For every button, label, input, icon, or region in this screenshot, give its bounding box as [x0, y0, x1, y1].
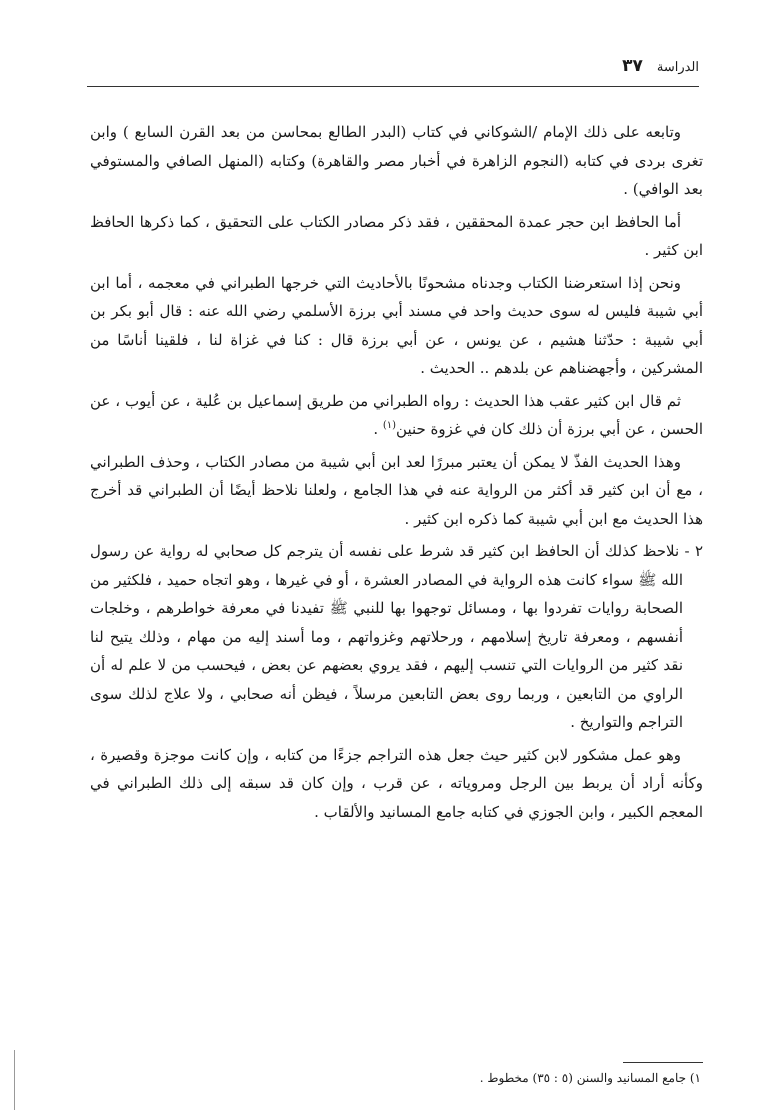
margin-mark [14, 1050, 17, 1110]
paragraph-7: وهو عمل مشكور لابن كثير حيث جعل هذه التراجم جزءًا من كتابه ، وإن كانت موجزة وقصيرة ، وكأنه أراد أن يربط بين الرجل ومروياته ، عن قرب ، وإن كان قد سبقه إلى ذلك الطبراني في المعجم الكبير ، وابن الجوزي في كتابه جامع المسانيد والألقاب . [90, 745, 703, 821]
header-row [622, 56, 699, 76]
footnote-rule [623, 1062, 703, 1063]
paragraph-4-text: ثم قال ابن كثير عقب هذا الحديث : رواه الطبراني من طريق إسماعيل بن عُلية ، عن أيوب ، عن الحسن ، عن أبي برزة أن ذلك كان في غزوة حنين [90, 391, 703, 438]
paragraph-4-end: . [373, 420, 383, 438]
paragraph-3: ونحن إذا استعرضنا الكتاب وجدناه مشحونًا بالأحاديث التي خرجها الطبراني في معجمه ، أما ابن أبي شيبة فليس له سوى حديث واحد في مسند أبي برزة الأسلمي رضي الله عنه : قال أبو بكر بن أبي شيبة : حدّثنا هشيم ، عن يونس ، عن أبي برزة قال : كنا في غزاة لنا ، فلقينا أناسًا من المشركين ، وأجهضناهم عن بلدهم .. الحديث . [90, 273, 703, 377]
body-text [90, 118, 703, 830]
paragraph-4 [90, 387, 703, 444]
paragraph-1: وتابعه على ذلك الإمام /الشوكاني في كتاب (البدر الطالع بمحاسن من بعد القرن السابع ) وابن تغرى بردى في كتابه (النجوم الزاهرة في أخبار مصر والقاهرة) وكتابه (المنهل الصافي والمستوفي بعد الوافي) . [90, 123, 703, 198]
footnote-reference[interactable]: (١) [382, 420, 397, 431]
running-title: الدراسة [656, 60, 699, 75]
paragraph-5: وهذا الحديث الفذّ لا يمكن أن يعتبر مبررًا لعد ابن أبي شيبة من مصادر الكتاب ، وحذف الطبراني ، مع أن ابن كثير قد أكثر من الرواية عنه في هذا الجامع ، ولعلنا نلاحظ أيضًا أن الطبراني قد أخرج هذا الحديث مع ابن أبي شيبة كما ذكره ابن كثير . [90, 452, 703, 528]
header-rule [87, 86, 699, 87]
running-header [89, 48, 699, 88]
page-number: ٣٧ [622, 56, 643, 76]
footnote: ١) جامع المسانيد والسنن (٥ : ٣٥) مخطوط . [479, 1071, 701, 1085]
paragraph-6-numbered: ٢ - نلاحظ كذلك أن الحافظ ابن كثير قد شرط على نفسه أن يترجم كل صحابي له رواية عن رسول الله ﷺ سواء كانت هذه الرواية في المصادر العشرة ، أو في غيرها ، وهو اتجاه حميد ، فلكثير من الصحابة روايات تفردوا بها ، ومسائل توجهوا بها للنبي ﷺ تفيدنا في معرفة خواطرهم ، وخلجات أنفسهم ، ومعرفة تاريخ إسلامهم ، ورحلاتهم وغزواتهم ، وما أسند إليه من مهام ، وذلك يتيح لنا نقد كثير من الروايات التي تنسب إليهم ، فقد يروي بعضهم عن بعض ، فيحسب من لا علم له أن الراوي من التابعين ، وربما روى بعض التابعين مرسلاً ، فيظن أنه صحابي ، ولا علاج لذلك سوى التراجم والتواريخ . [90, 542, 703, 731]
paragraph-2: أما الحافظ ابن حجر عمدة المحققين ، فقد ذكر مصادر الكتاب على التحقيق ، كما ذكرها الحافظ ابن كثير . [90, 212, 703, 259]
